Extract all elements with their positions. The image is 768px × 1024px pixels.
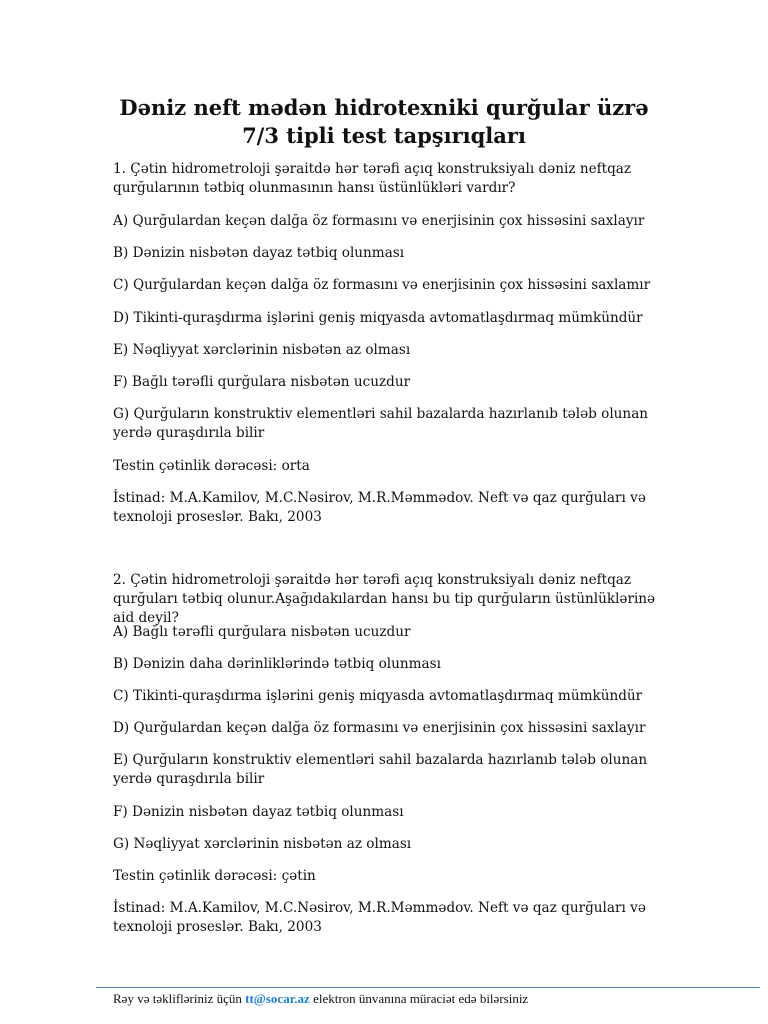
footer-text-before: Rəy və təklifləriniz üçün: [113, 991, 246, 1006]
question-1-option-c: C) Qurğulardan keçən dalğa öz formasını və enerjisinin çox hissəsini saxlamır: [113, 277, 651, 293]
question-1-option-a: A) Qurğulardan keçən dalğa öz formasını və enerjisinin çox hissəsini saxlayır: [113, 213, 645, 229]
question-1-difficulty: Testin çətinlik dərəcəsi: orta: [113, 458, 310, 474]
question-1-option-e: E) Nəqliyyat xərclərinin nisbətən az olması: [113, 342, 411, 358]
question-2-option-e: E) Qurğuların konstruktiv elementləri sahil bazalarda hazırlanıb tələb olunan yerdə quraşdırıla bilir: [113, 752, 648, 787]
question-2-difficulty: Testin çətinlik dərəcəsi: çətin: [113, 868, 316, 884]
question-2-reference: İstinad: M.A.Kamilov, M.C.Nəsirov, M.R.Məmmədov. Neft və qaz qurğuları və texnoloji proseslər. Bakı, 2003: [113, 900, 646, 935]
question-1-reference: İstinad: M.A.Kamilov, M.C.Nəsirov, M.R.Məmmədov. Neft və qaz qurğuları və texnoloji proseslər. Bakı, 2003: [113, 490, 646, 525]
footer-text-after: elektron ünvanına müraciət edə bilərsiniz: [309, 991, 529, 1006]
question-2-option-a: A) Bağlı tərəfli qurğulara nisbətən ucuzdur: [113, 624, 411, 640]
question-1-option-f: F) Bağlı tərəfli qurğulara nisbətən ucuzdur: [113, 374, 411, 390]
footer: [113, 990, 528, 1008]
question-1-text: 1. Çətin hidrometroloji şəraitdə hər tərəfi açıq konstruksiyalı dəniz neftqaz qurğularının tətbiq olunmasının hansı üstünlükləri vardır?: [113, 161, 632, 196]
feedback-email-link[interactable]: tt@socar.az: [245, 991, 310, 1006]
question-2-option-b: B) Dənizin daha dərinliklərində tətbiq olunması: [113, 656, 441, 672]
question-1-option-b: B) Dənizin nisbətən dayaz tətbiq olunması: [113, 245, 405, 261]
question-1-option-d: D) Tikinti-quraşdırma işlərini geniş miqyasda avtomatlaşdırmaq mümkündür: [113, 310, 643, 326]
page-title: Dəniz neft mədən hidrotexniki qurğular üzrə 7/3 tipli test tapşırıqları: [119, 95, 649, 148]
question-2-option-d: D) Qurğulardan keçən dalğa öz formasını və enerjisinin çox hissəsini saxlayır: [113, 720, 646, 736]
footer-divider: [96, 987, 760, 988]
question-1-option-g: G) Qurğuların konstruktiv elementləri sahil bazalarda hazırlanıb tələb olunan yerdə quraşdırıla bilir: [113, 406, 649, 441]
question-2-option-f: F) Dənizin nisbətən dayaz tətbiq olunması: [113, 804, 404, 820]
question-2-option-c: C) Tikinti-quraşdırma işlərini geniş miqyasda avtomatlaşdırmaq mümkündür: [113, 688, 643, 704]
question-2-option-g: G) Nəqliyyat xərclərinin nisbətən az olması: [113, 836, 412, 852]
question-2-text: 2. Çətin hidrometroloji şəraitdə hər tərəfi açıq konstruksiyalı dəniz neftqaz qurğuları tətbiq olunur.Aşağıdakılardan hansı bu tip qurğuların üstünlüklərinə aid deyil?: [113, 572, 656, 626]
